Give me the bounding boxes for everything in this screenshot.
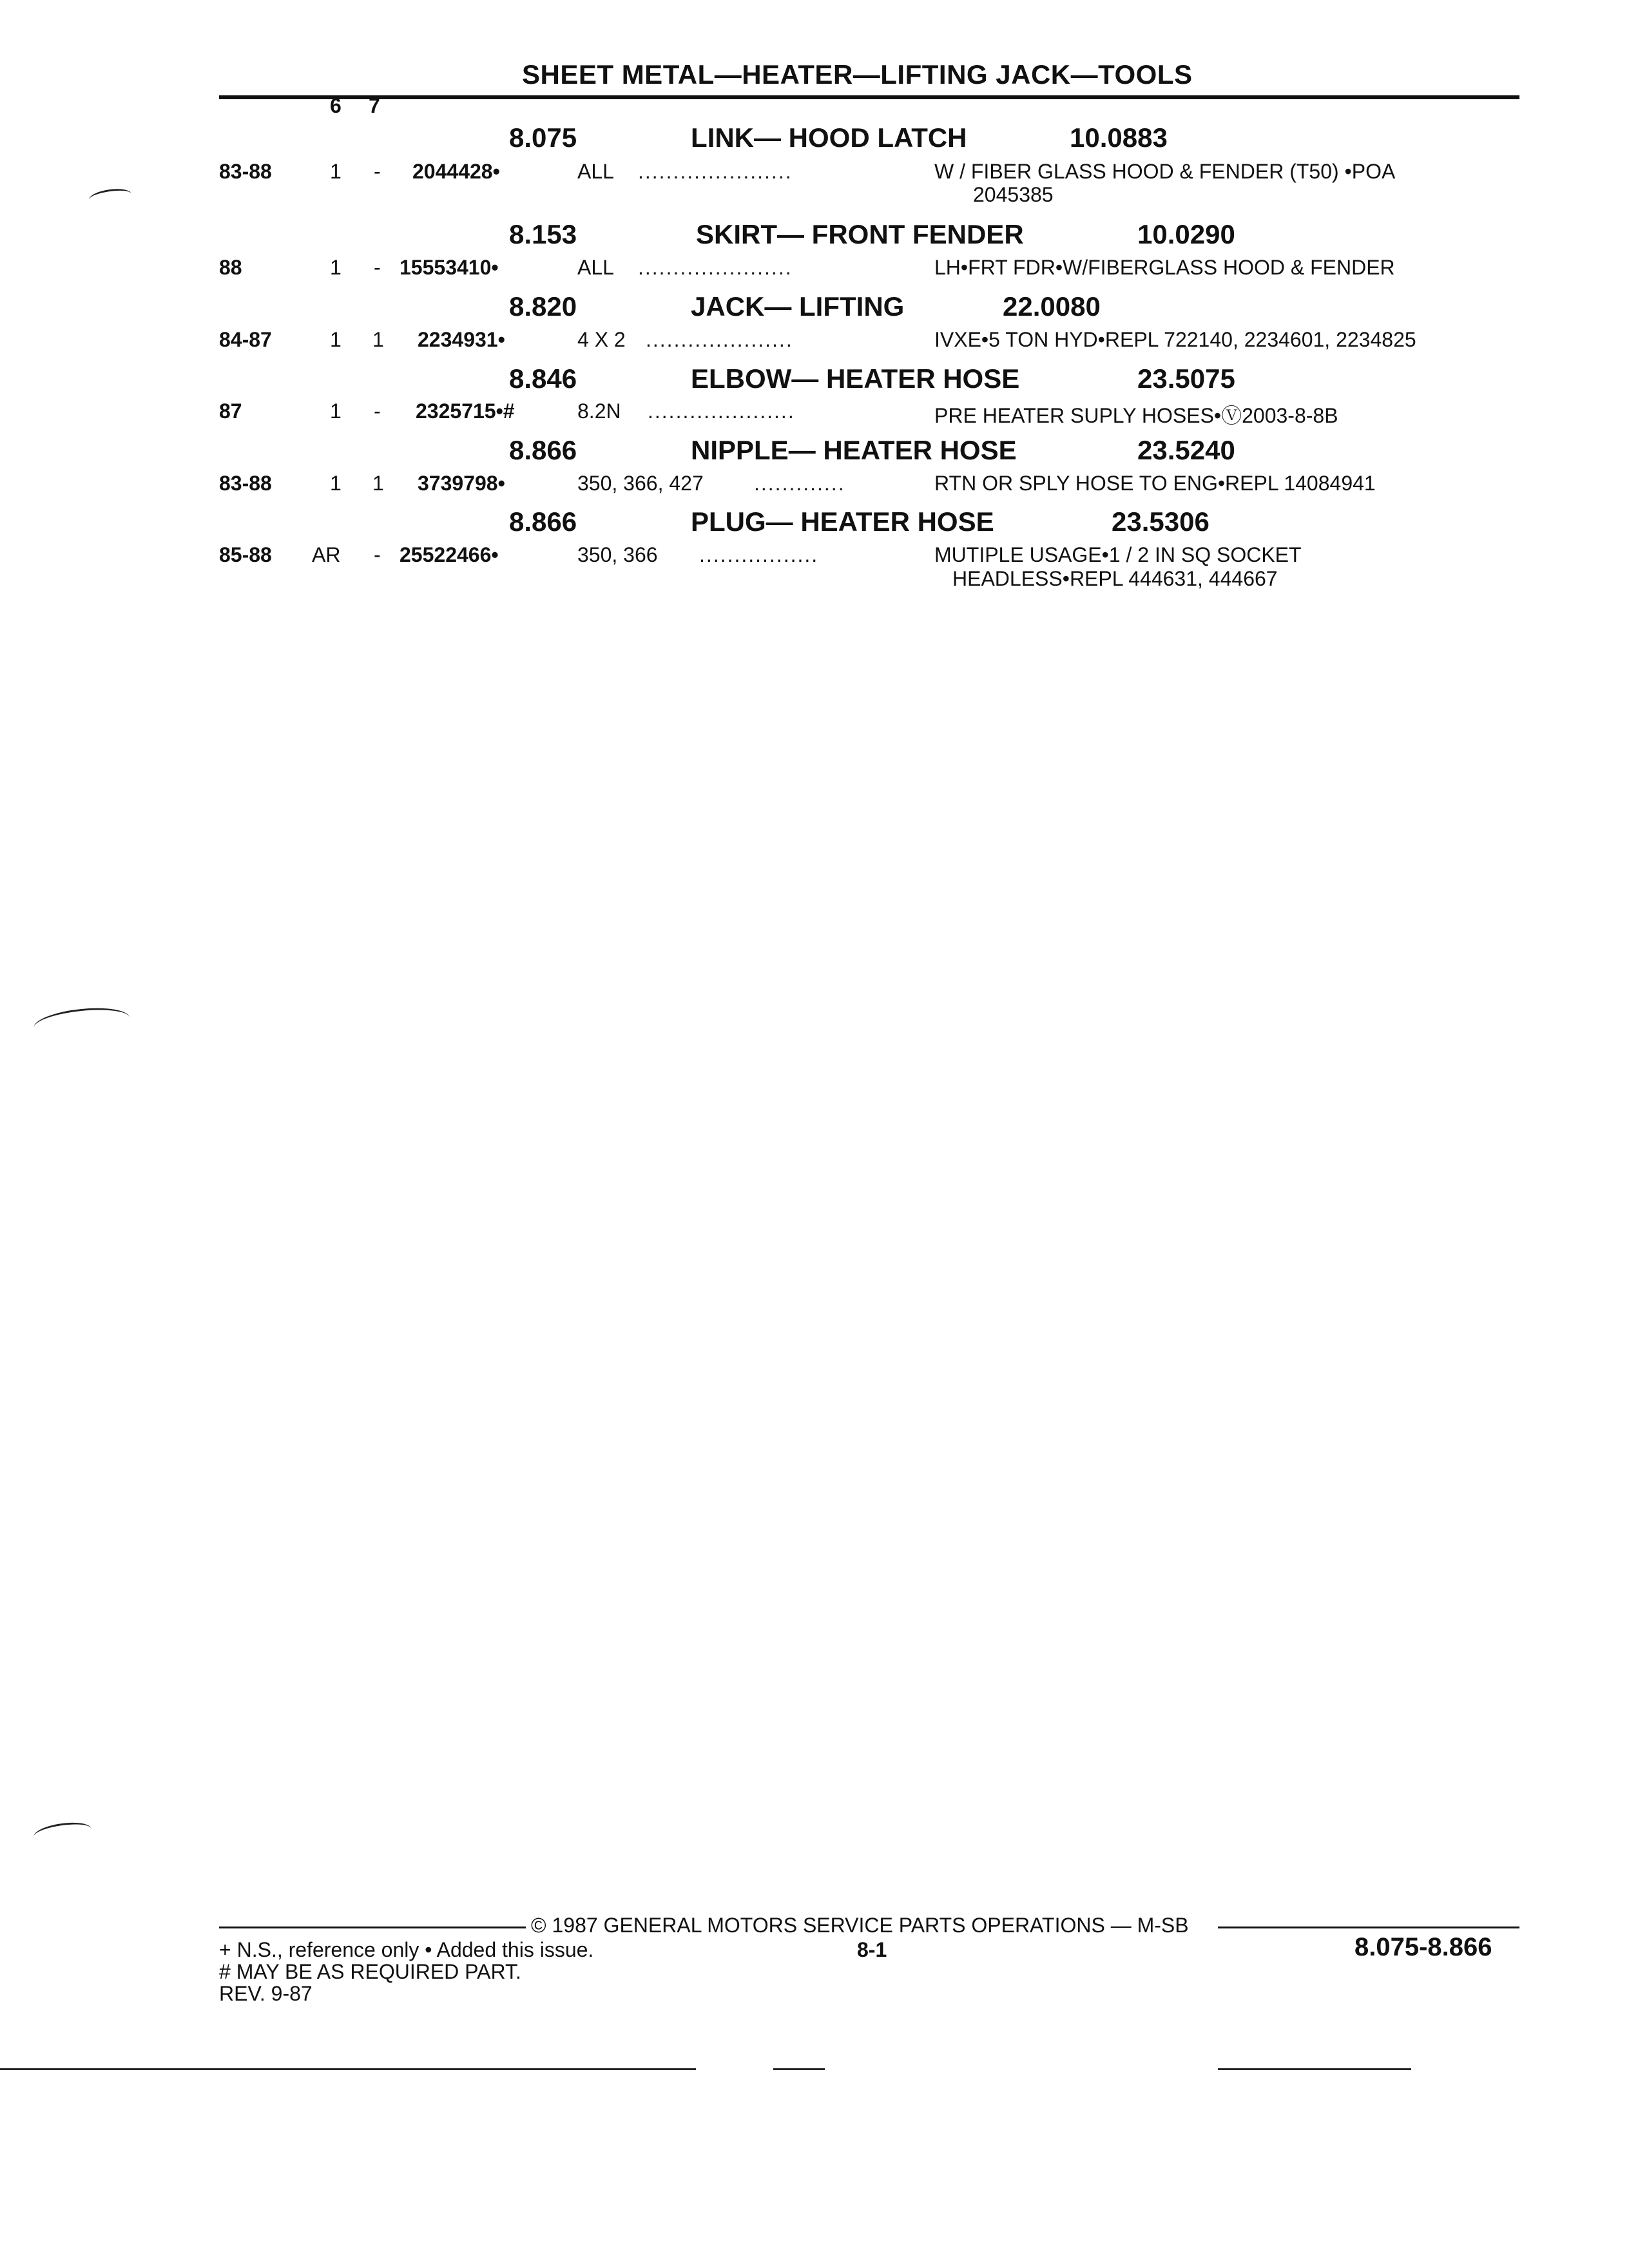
section-number: 8.846: [509, 363, 577, 394]
legend-added: + N.S., reference only • Added this issue.: [219, 1938, 594, 1961]
page-title: SHEET METAL—HEATER—LIFTING JACK—TOOLS: [522, 59, 1193, 90]
leader-dots: ......................: [638, 160, 793, 183]
qty-6: 1: [330, 256, 342, 279]
margin-mark: [32, 1004, 131, 1041]
header-rule: [219, 95, 1519, 99]
revision: REV. 9-87: [219, 1982, 313, 2005]
section-code: 22.0080: [1003, 291, 1101, 322]
description: IVXE•5 TON HYD•REPL 722140, 2234601, 2234825: [934, 328, 1416, 351]
part-number: 2234931•: [418, 328, 505, 351]
part-number: 3739798•: [418, 472, 505, 495]
years: 83-88: [219, 160, 272, 183]
section-code: 23.5240: [1137, 435, 1235, 465]
copyright: © 1987 GENERAL MOTORS SERVICE PARTS OPERATIONS — M-SB: [531, 1914, 1189, 1937]
model: 8.2N: [577, 399, 621, 423]
model: ALL: [577, 256, 614, 279]
section-number: 8.866: [509, 435, 577, 465]
leader-dots: .............: [754, 472, 845, 495]
qty-6: 1: [330, 472, 342, 495]
model: ALL: [577, 160, 614, 183]
legend-as-required: # MAY BE AS REQUIRED PART.: [219, 1960, 521, 1983]
qty-6: 1: [330, 160, 342, 183]
page-edge-line: [0, 2068, 696, 2070]
description: PRE HEATER SUPLY HOSES•Ⓥ2003-8-8B: [934, 404, 1338, 427]
qty-7: 1: [372, 472, 384, 495]
section-number: 8.820: [509, 291, 577, 322]
years: 85-88: [219, 543, 272, 566]
leader-dots: ......................: [638, 256, 793, 279]
margin-mark: [32, 1820, 92, 1846]
page-number: 8-1: [857, 1938, 887, 1961]
section-code: 23.5306: [1112, 506, 1210, 537]
part-number: 15553410•: [400, 256, 499, 279]
section-code: 23.5075: [1137, 363, 1235, 394]
qty-7: 1: [372, 328, 384, 351]
years: 83-88: [219, 472, 272, 495]
description: MUTIPLE USAGE•1 / 2 IN SQ SOCKET: [934, 543, 1302, 566]
model: 350, 366, 427: [577, 472, 704, 495]
footer-rule-left: [219, 1927, 526, 1928]
description: LH•FRT FDR•W/FIBERGLASS HOOD & FENDER: [934, 256, 1395, 279]
qty-7: -: [374, 543, 381, 566]
description: W / FIBER GLASS HOOD & FENDER (T50) •POA: [934, 160, 1396, 183]
section-number: 8.075: [509, 122, 577, 153]
description: RTN OR SPLY HOSE TO ENG•REPL 14084941: [934, 472, 1376, 495]
section-code: 10.0290: [1137, 219, 1235, 249]
qty-7: -: [374, 256, 381, 279]
section-name: LINK— HOOD LATCH: [691, 122, 967, 153]
part-number: 2044428•: [412, 160, 500, 183]
years: 87: [219, 399, 242, 423]
qty-6: AR: [312, 543, 341, 566]
section-name: PLUG— HEATER HOSE: [691, 506, 994, 537]
section-name: NIPPLE— HEATER HOSE: [691, 435, 1017, 465]
leader-dots: .....................: [648, 399, 795, 423]
leader-dots: .................: [699, 543, 819, 566]
footer-rule-right: [1218, 1927, 1519, 1928]
qty-6: 1: [330, 328, 342, 351]
section-code: 10.0883: [1070, 122, 1168, 153]
section-name: ELBOW— HEATER HOSE: [691, 363, 1020, 394]
qty-7: -: [374, 399, 381, 423]
model: 350, 366: [577, 543, 658, 566]
years: 84-87: [219, 328, 272, 351]
qty-6: 1: [330, 399, 342, 423]
part-number: 2325715•#: [416, 399, 515, 423]
page-range: 8.075-8.866: [1354, 1933, 1492, 1961]
section-name: JACK— LIFTING: [691, 291, 905, 322]
leader-dots: .....................: [646, 328, 793, 351]
column-header-7: 7: [369, 94, 380, 117]
section-number: 8.866: [509, 506, 577, 537]
page-edge-line: [773, 2068, 825, 2070]
description-continued: HEADLESS•REPL 444631, 444667: [952, 567, 1278, 590]
description-continued: 2045385: [973, 183, 1054, 206]
page-edge-line: [1218, 2068, 1411, 2070]
section-name: SKIRT— FRONT FENDER: [696, 219, 1024, 249]
model: 4 X 2: [577, 328, 626, 351]
qty-7: -: [374, 160, 381, 183]
part-number: 25522466•: [400, 543, 499, 566]
margin-mark: [88, 187, 133, 207]
years: 88: [219, 256, 242, 279]
section-number: 8.153: [509, 219, 577, 249]
column-header-6: 6: [330, 94, 342, 117]
